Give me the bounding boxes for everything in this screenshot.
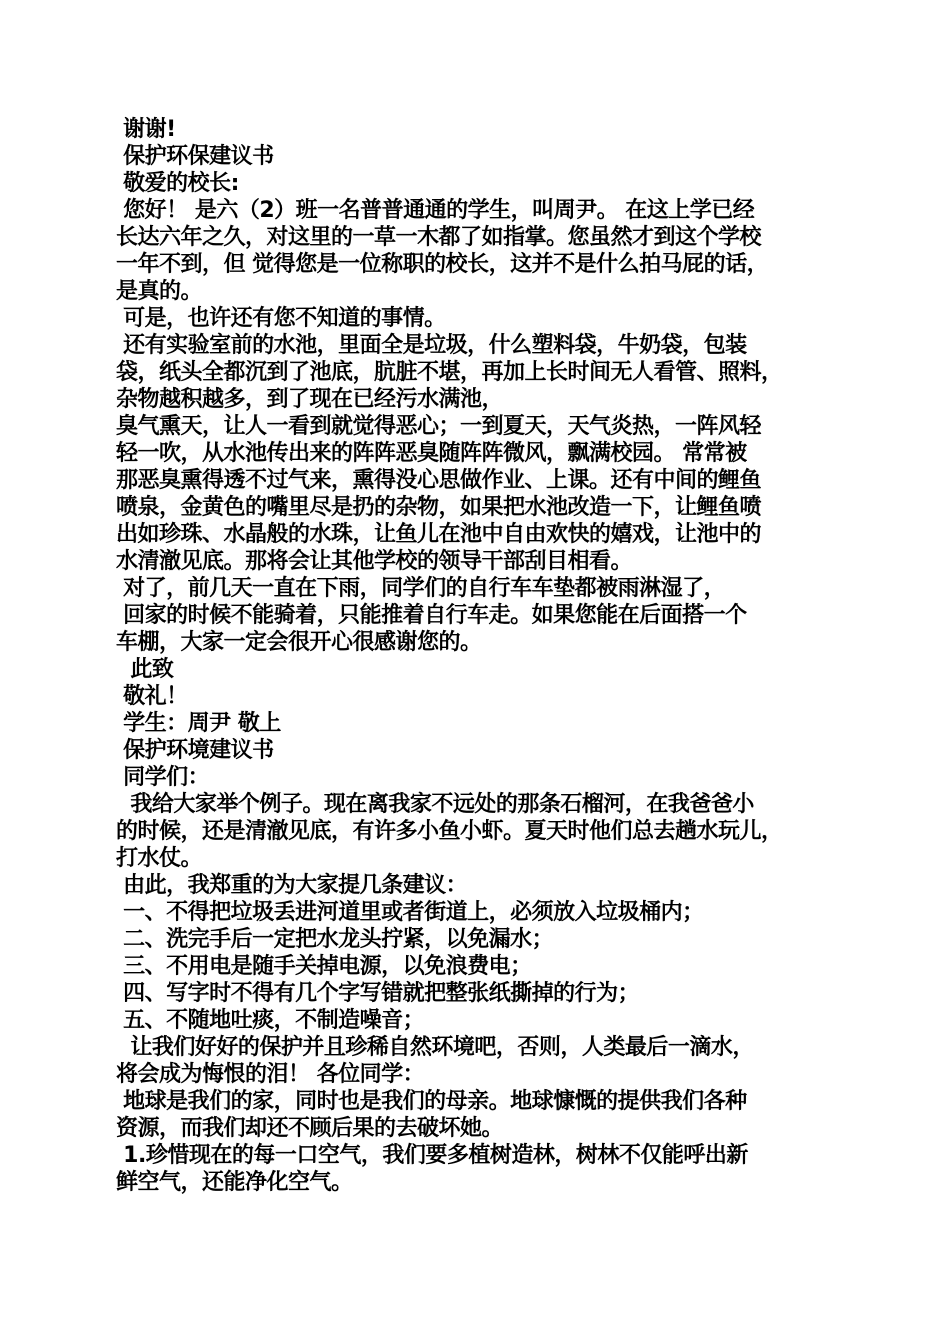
text-line: 五、不随地吐痰，不制造噪音； bbox=[116, 1008, 425, 1033]
text-line: 谢谢! bbox=[116, 117, 176, 142]
text-line: 保护环境建议书 bbox=[116, 738, 274, 763]
text-line: 出如珍珠、水晶般的水珠，让鱼儿在池中自由欢快的嬉戏，让池中的 bbox=[116, 522, 762, 547]
text-line: 喷泉，金黄色的嘴里尽是扔的杂物，如果把水池改造一下，让鲤鱼喷 bbox=[116, 495, 762, 520]
text-line: 回家的时候不能骑着，只能推着自行车走。如果您能在后面搭一个 bbox=[116, 603, 747, 628]
text-line: 您好！ 是六（2）班一名普普通通的学生，叫周尹。 在这上学已经 bbox=[116, 198, 755, 223]
text-line: 地球是我们的家，同时也是我们的母亲。地球慷慨的提供我们各种 bbox=[116, 1089, 747, 1114]
text-line: 敬礼！ bbox=[116, 684, 188, 709]
text-line: 轻一吹，从水池传出来的阵阵恶臭随阵阵微风，飘满校园。 常常被 bbox=[116, 441, 747, 466]
text-line: 还有实验室前的水池，里面全是垃圾，什么塑料袋，牛奶袋，包装 bbox=[116, 333, 747, 358]
text-line: 学生：周尹 敬上 bbox=[116, 711, 281, 736]
text-line: 杂物越积越多，到了现在已经污水满池， bbox=[116, 387, 504, 412]
text-line: 此致 bbox=[116, 657, 174, 682]
text-line: 将会成为悔恨的泪！ 各位同学： bbox=[116, 1062, 425, 1087]
text-line: 我给大家举个例子。现在离我家不远处的那条石榴河，在我爸爸小 bbox=[116, 792, 754, 817]
text-line: 资源，而我们却还不顾后果的去破坏她。 bbox=[116, 1116, 504, 1141]
text-line: 对了，前几天一直在下雨，同学们的自行车车垫都被雨淋湿了， bbox=[116, 576, 726, 601]
text-line: 那恶臭熏得透不过气来，熏得没心思做作业、上课。还有中间的鲤鱼 bbox=[116, 468, 762, 493]
text-line: 让我们好好的保护并且珍稀自然环境吧，否则，人类最后一滴水， bbox=[116, 1035, 754, 1060]
document-page bbox=[116, 116, 856, 1196]
text-line: 1.珍惜现在的每一口空气，我们要多植树造林，树林不仅能呼出新 bbox=[116, 1143, 748, 1168]
text-line: 一年不到，但 觉得您是一位称职的校长，这并不是什么拍马屁的话， bbox=[116, 252, 769, 277]
text-line: 可是，也许还有您不知道的事情。 bbox=[116, 306, 446, 331]
text-line: 臭气熏天，让人一看到就觉得恶心；一到夏天，天气炎热，一阵风轻 bbox=[116, 414, 762, 439]
text-line: 保护环保建议书 bbox=[116, 144, 274, 169]
text-line: 二、洗完手后一定把水龙头拧紧，以免漏水； bbox=[116, 927, 554, 952]
text-line: 是真的。 bbox=[116, 279, 203, 304]
text-line: 一、不得把垃圾丢进河道里或者街道上，必须放入垃圾桶内； bbox=[116, 900, 704, 925]
text-line: 打水仗。 bbox=[116, 846, 203, 871]
text-line: 袋，纸头全都沉到了池底，肮脏不堪，再加上长时间无人看管、照料， bbox=[116, 360, 783, 385]
text-line: 四、写字时不得有几个字写错就把整张纸撕掉的行为； bbox=[116, 981, 640, 1006]
text-line: 三、不用电是随手关掉电源，以免浪费电； bbox=[116, 954, 532, 979]
text-line: 水清澈见底。那将会让其他学校的领导干部刮目相看。 bbox=[116, 549, 633, 574]
text-line: 的时候，还是清澈见底，有许多小鱼小虾。夏天时他们总去趟水玩儿， bbox=[116, 819, 783, 844]
text-line: 敬爱的校长: bbox=[116, 171, 239, 196]
text-line: 车棚，大家一定会很开心很感谢您的。 bbox=[116, 630, 482, 655]
text-line: 鲜空气，还能净化空气。 bbox=[116, 1170, 353, 1195]
text-line: 长达六年之久，对这里的一草一木都了如指掌。您虽然才到这个学校 bbox=[116, 225, 762, 250]
text-line: 同学们： bbox=[116, 765, 210, 790]
text-line: 由此，我郑重的为大家提几条建议： bbox=[116, 873, 468, 898]
